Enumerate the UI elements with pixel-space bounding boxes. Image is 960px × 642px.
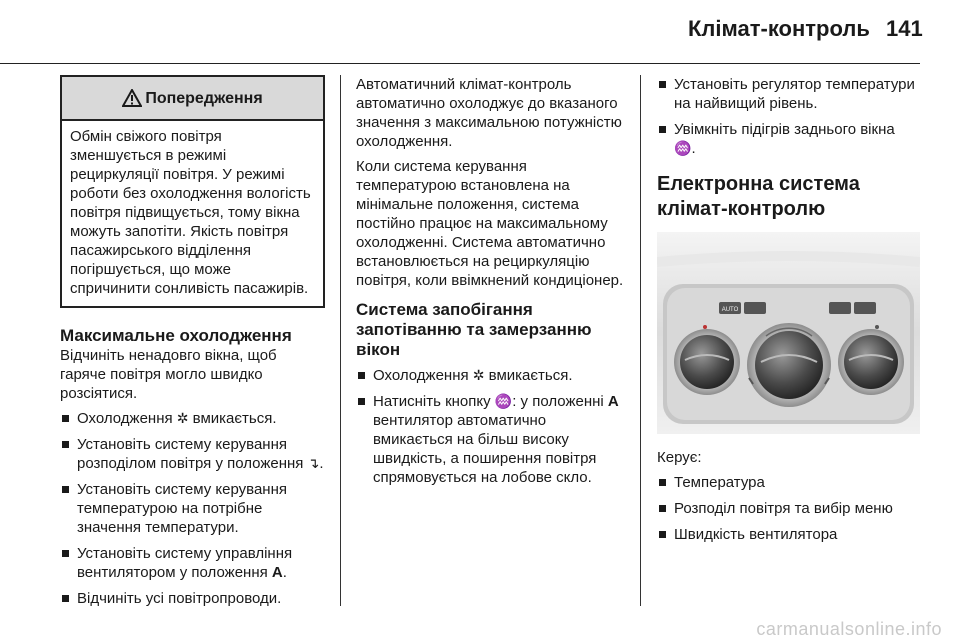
warning-title: Попередження — [145, 89, 263, 107]
svg-text:AUTO: AUTO — [721, 307, 739, 313]
auto-ac-paragraph: Автоматичний клімат-контроль автоматично охолоджує до вказаного значення з максимальною потужністю охолодження. — [356, 76, 622, 150]
warning-triangle-icon — [122, 89, 142, 107]
column-divider-1 — [340, 75, 341, 606]
list-item: Швидкість вентилятора — [657, 525, 920, 544]
list-item: Установіть систему керування розподілом повітря у положення ↴. — [60, 435, 325, 473]
electronic-climate-heading: Електронна система клімат-контролю — [657, 173, 860, 220]
header-rule — [0, 63, 920, 64]
list-item: Увімкніть підігрів заднього вікна ♒. — [657, 120, 920, 158]
warning-box — [60, 75, 325, 308]
ac-snowflake-icon: ✲ — [176, 410, 189, 426]
defog-list — [356, 366, 626, 487]
rear-window-heater-icon: ♒ — [674, 140, 692, 156]
recirculation-button — [744, 302, 766, 314]
list-item: Охолодження ✲ вмикається. — [356, 366, 626, 385]
fan-indicator — [875, 325, 879, 329]
list-item: Установіть регулятор температури на найвищий рівень. — [657, 75, 920, 113]
page-number: 141 — [886, 16, 923, 41]
list-item: Температура — [657, 473, 920, 492]
defrost-button — [829, 302, 851, 314]
max-cooling-intro: Відчиніть ненадовго вікна, щоб гаряче повітря могло швидко розсіятися. — [60, 347, 277, 402]
rear-heater-button — [854, 302, 876, 314]
max-cooling-heading: Максимальне охолодження — [60, 326, 292, 345]
temperature-indicator — [703, 325, 707, 329]
warning-text: Обмін свіжого повітря зменшується в режимі рециркуляції повітря. У режимі роботи без охолодження вологість повітря підвищується, тому вікна можуть запотіти. Якість повітря пасажирського відділення погіршується, що може спричинити сонливість пасажирів. — [70, 128, 311, 297]
defog-heading: Система запобігання запотіванню та замерзанню вікон — [356, 300, 592, 359]
column-divider-2 — [640, 75, 641, 606]
list-item: Відчиніть усі повітропроводи. — [60, 589, 325, 608]
column-2 — [356, 75, 626, 494]
air-distribution-knob — [747, 323, 831, 407]
watermark: carmanualsonline.info — [756, 619, 942, 639]
temperature-knob — [674, 329, 740, 395]
ac-snowflake-icon: ✲ — [472, 367, 485, 383]
list-item: Установіть систему керування температурою на потрібне значення температури. — [60, 480, 325, 537]
defog-list-continued — [657, 75, 920, 158]
windshield-defrost-icon: ♒ — [494, 393, 513, 409]
controls-list — [657, 473, 920, 544]
list-item: Натисніть кнопку ♒: у положенні A вентилятор автоматично вмикається на більш високу швидкість, а поширення повітря спрямовується на лобове скло. — [356, 392, 626, 487]
page-title: Клімат-контроль — [688, 16, 870, 41]
controls-label: Керує: — [657, 449, 702, 466]
list-item: Установіть систему управління вентилятором у положення A. — [60, 544, 325, 582]
column-3 — [657, 75, 920, 551]
list-item: Охолодження ✲ вмикається. — [60, 409, 325, 428]
max-cooling-list — [60, 409, 325, 608]
warning-header — [62, 77, 323, 121]
column-1 — [60, 75, 325, 615]
fan-speed-knob — [838, 329, 904, 395]
list-item: Розподіл повітря та вибір меню — [657, 499, 920, 518]
min-temp-paragraph: Коли система керування температурою встановлена на мінімальне положення, система постійно працює на максимальному охолодженні. Система автоматично встановлюється на рециркуляцію повітря, коли ввімкнений кондиціонер. — [356, 158, 624, 289]
climate-panel-image — [657, 232, 920, 434]
air-distribution-icon: ↴ — [307, 455, 320, 471]
auto-button — [719, 302, 741, 314]
